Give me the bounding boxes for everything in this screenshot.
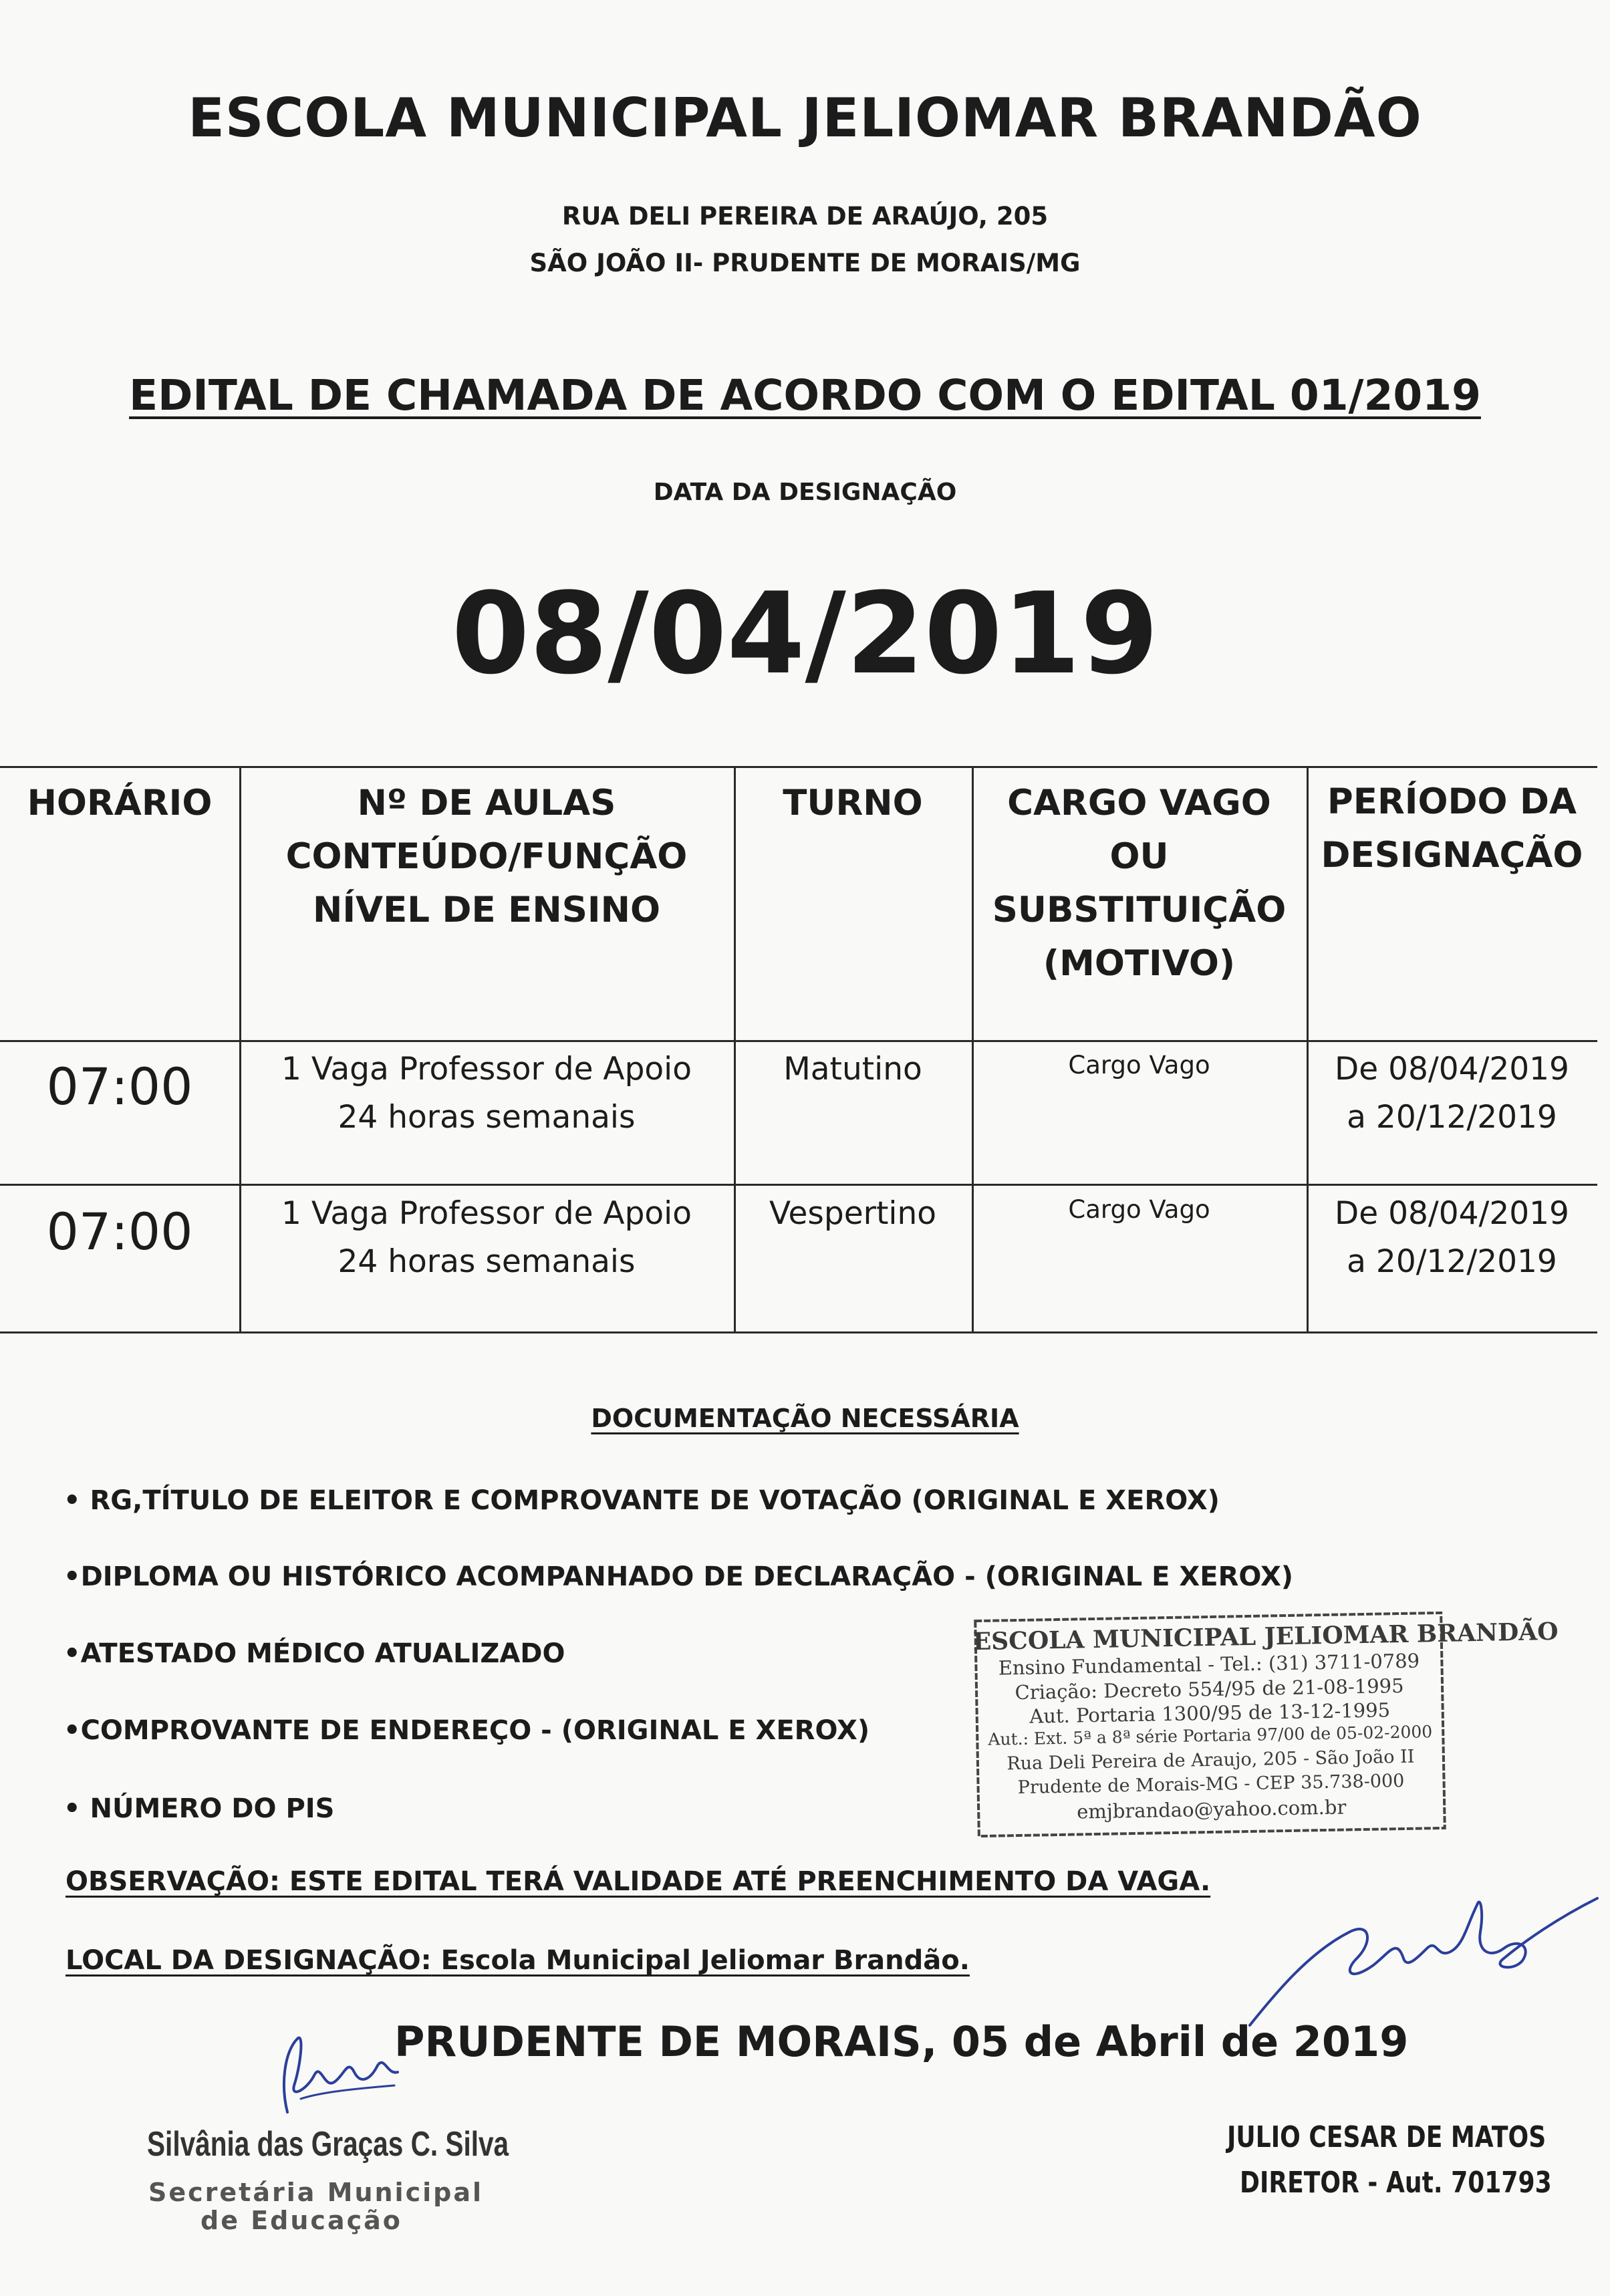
period-end: a 20/12/2019 bbox=[1347, 1099, 1557, 1136]
stamp-line: Criação: Decreto 554/95 de 21-08-1995 bbox=[1015, 1674, 1404, 1704]
header-periodo bbox=[1307, 775, 1597, 882]
document-item: • RG,TÍTULO DE ELEITOR E COMPROVANTE DE VOTAÇÃO (ORIGINAL E XEROX) bbox=[63, 1485, 1220, 1516]
stamp-line: Aut.: Ext. 5ª a 8ª série Portaria 97/00 de 05-02-2000 bbox=[988, 1722, 1433, 1749]
vacancy-description: 1 Vaga Professor de Apoio bbox=[281, 1051, 692, 1088]
place-and-date: PRUDENTE DE MORAIS, 05 de Abril de 2019 bbox=[394, 2017, 1409, 2066]
header-cargo bbox=[972, 777, 1307, 991]
header-cargo-line3: SUBSTITUIÇÃO bbox=[992, 890, 1287, 930]
header-periodo-line1: PERÍODO DA bbox=[1327, 781, 1577, 822]
designation-date: 08/04/2019 bbox=[451, 568, 1159, 699]
table-row-time: 07:00 bbox=[46, 1057, 193, 1116]
header-aulas-line1: Nº DE AULAS bbox=[357, 783, 616, 823]
header-aulas-line3: NÍVEL DE ENSINO bbox=[312, 890, 661, 930]
director-handwritten-signature bbox=[1236, 1858, 1610, 2032]
document-item: •DIPLOMA OU HISTÓRICO ACOMPANHADO DE DECLARAÇÃO - (ORIGINAL E XEROX) bbox=[63, 1561, 1294, 1592]
vacancy-table bbox=[0, 766, 1597, 1334]
table-row-vacancy bbox=[239, 1045, 734, 1142]
school-stamp bbox=[972, 1610, 1559, 1839]
designation-location-label: LOCAL DA DESIGNAÇÃO: bbox=[65, 1945, 432, 1976]
school-name: ESCOLA MUNICIPAL JELIOMAR BRANDÃO bbox=[188, 87, 1422, 149]
vacancy-description: 1 Vaga Professor de Apoio bbox=[281, 1195, 692, 1232]
stamp-line: emjbrandao@yahoo.com.br bbox=[1076, 1795, 1347, 1823]
stamp-line: Ensino Fundamental - Tel.: (31) 3711-0789 bbox=[998, 1649, 1420, 1680]
table-row-period bbox=[1307, 1190, 1597, 1286]
secretary-name: Silvânia das Graças C. Silva bbox=[147, 2125, 509, 2164]
header-horario: HORÁRIO bbox=[27, 783, 213, 823]
header-aulas-line2: CONTEÚDO/FUNÇÃO bbox=[285, 836, 688, 877]
header-turno: TURNO bbox=[783, 783, 923, 823]
table-row-period bbox=[1307, 1045, 1597, 1142]
stamp-line: ESCOLA MUNICIPAL JELIOMAR BRANDÃO bbox=[972, 1617, 1559, 1656]
observation-note: OBSERVAÇÃO: ESTE EDITAL TERÁ VALIDADE ATÉ PREENCHIMENTO DA VAGA. bbox=[65, 1866, 1211, 1897]
secretary-title: Secretária Municipal bbox=[148, 2178, 483, 2207]
stamp-line: Aut. Portaria 1300/95 de 13-12-1995 bbox=[1029, 1698, 1391, 1728]
document-item: • NÚMERO DO PIS bbox=[63, 1793, 335, 1824]
period-start: De 08/04/2019 bbox=[1335, 1195, 1569, 1232]
header-aulas bbox=[239, 777, 734, 937]
designation-location bbox=[65, 1945, 970, 1976]
header-cargo-line2: OU bbox=[1109, 836, 1169, 877]
document-item: •COMPROVANTE DE ENDEREÇO - (ORIGINAL E XEROX) bbox=[63, 1715, 870, 1746]
secretary-handwritten-signature bbox=[261, 2025, 414, 2126]
vacancy-hours: 24 horas semanais bbox=[338, 1243, 636, 1280]
director-title: DIRETOR - Aut. 701793 bbox=[1240, 2166, 1552, 2200]
designation-location-value: Escola Municipal Jeliomar Brandão. bbox=[431, 1945, 970, 1976]
documents-title: DOCUMENTAÇÃO NECESSÁRIA bbox=[591, 1404, 1019, 1433]
header-periodo-line2: DESIGNAÇÃO bbox=[1321, 835, 1583, 876]
stamp-line: Prudente de Morais-MG - CEP 35.738-000 bbox=[1017, 1770, 1405, 1799]
address-line-2: SÃO JOÃO II- PRUDENTE DE MORAIS/MG bbox=[529, 249, 1081, 277]
vacancy-hours: 24 horas semanais bbox=[338, 1099, 636, 1136]
table-row-vacancy bbox=[239, 1190, 734, 1286]
stamp-line: Rua Deli Pereira de Araujo, 205 - São João II bbox=[1007, 1746, 1415, 1775]
table-row-position-status: Cargo Vago bbox=[1068, 1195, 1210, 1224]
designation-date-label: DATA DA DESIGNAÇÃO bbox=[653, 479, 957, 506]
edital-title: EDITAL DE CHAMADA DE ACORDO COM O EDITAL 01/2019 bbox=[129, 371, 1481, 420]
period-end: a 20/12/2019 bbox=[1347, 1243, 1557, 1280]
document-item: •ATESTADO MÉDICO ATUALIZADO bbox=[63, 1638, 565, 1669]
director-name: JULIO CESAR DE MATOS bbox=[1227, 2120, 1547, 2154]
table-row-position-status: Cargo Vago bbox=[1068, 1051, 1210, 1079]
header-cargo-line4: (MOTIVO) bbox=[1043, 943, 1236, 984]
header-cargo-line1: CARGO VAGO bbox=[1007, 783, 1271, 823]
table-row-time: 07:00 bbox=[46, 1202, 193, 1261]
table-row-shift: Matutino bbox=[783, 1051, 922, 1088]
table-row-shift: Vespertino bbox=[769, 1195, 936, 1232]
period-start: De 08/04/2019 bbox=[1335, 1051, 1569, 1088]
address-line-1: RUA DELI PEREIRA DE ARAÚJO, 205 bbox=[561, 202, 1049, 231]
secretary-title-2: de Educação bbox=[200, 2206, 402, 2235]
